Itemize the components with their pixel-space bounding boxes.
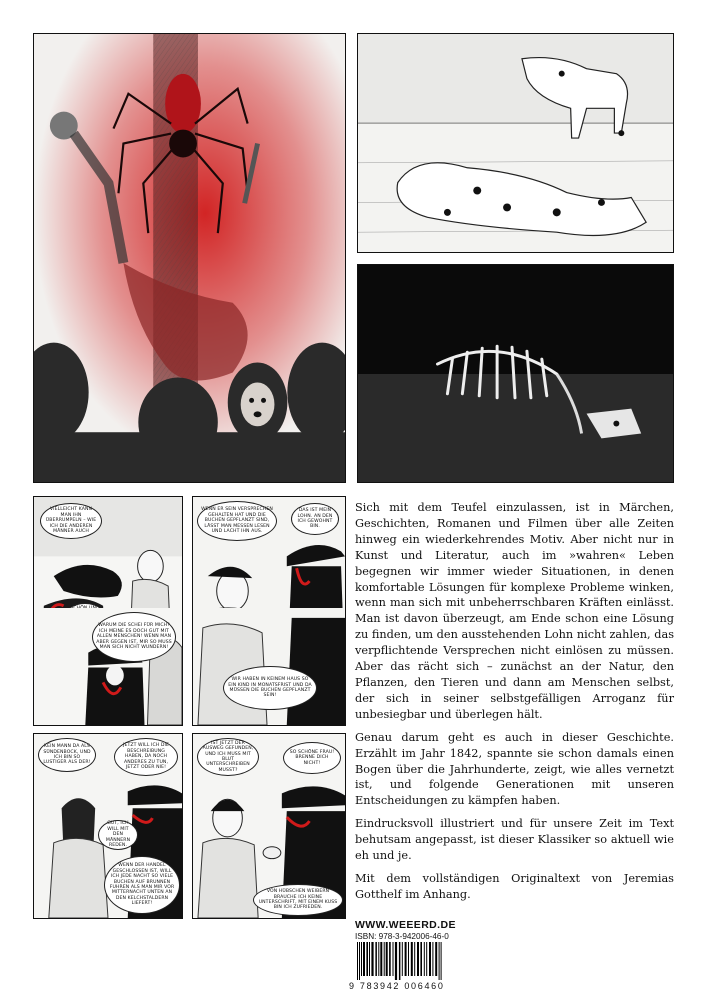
speech-bubble: SO SCHÖNE FRAU! BRENNE DICH NICHT!: [283, 742, 341, 774]
barcode-bar: [417, 942, 419, 976]
speech-bubble: GUT, ICH WILL MIT DEN MÄNNERN REDEN.: [98, 820, 138, 850]
speech-bubble: VON HÜBSCHEN WEIBERN BRAUCHE ICH KEINE UNTERSCHRIFT, MIT EINEM KUSS BIN ICH ZUFRIEDEN.: [253, 884, 343, 916]
blurb-paragraph: Mit dem vollständigen Originaltext von Jeremias Gotthelf im Anhang.: [355, 871, 674, 901]
speech-bubble: WENN ER SEIN VERSPRECHEN GEHALTEN HAT UND DIE BUCHEN GEPFLANZT SIND, LÄSST MAN MESSEN LESEN UND LACHT IHN AUS.: [197, 501, 277, 541]
barcode-bar: [405, 942, 407, 976]
publisher-url[interactable]: WWW.WEEERD.DE: [355, 919, 456, 931]
blurb-paragraph: Eindrucksvoll illustriert und für unsere Zeit im Text behutsam angepasst, ist dieser Klassiker so aktuell wie eh und je.: [355, 817, 674, 863]
barcode-bar: [359, 942, 360, 980]
barcode-bar: [424, 942, 425, 976]
isbn-label: ISBN: 978-3-942006-46-0: [355, 932, 449, 941]
barcode-bar: [386, 942, 388, 976]
speech-bubble: KEIN MANN DA ALS SÜNDENBOCK, UND ICH BIN SO LUSTIGER ALS DER!: [38, 738, 96, 772]
illustration-spider-sacrifice: [33, 33, 346, 483]
isbn-barcode: [355, 942, 459, 980]
blurb-paragraph: Sich mit dem Teufel einzulassen, ist in Märchen, Geschichten, Romanen und Filmen über alle Zeiten hinweg ein wiederkehrendes Motiv. Aber nicht nur in Kunst und Literatur, auch im »wahren« Leben begegnen wir immer wieder Situationen, in denen komfortable Lösungen für komplexe Probleme winken, wenn man sich mit unbeherrschbaren Kräften einlässt. Man ist davon überzeugt, am Ende schon eine Lösung zu finden, um den ausstehenden Lohn nicht zahlen, das verpflichtende Versprechen nicht einlösen zu müssen. Aber das rächt sich – zunächst an der Natur, den Pflanzen, den Tieren und dann am Menschen selbst, der sich in seiner selbstgefälligen Arroganz für unbesiegbar und überlegen hält.: [355, 501, 674, 721]
barcode-bar: [366, 942, 368, 976]
speech-bubble: VIELLEICHT KANN MAN IHN ÜBERRUMPELN – WIE ICH DIE ANDEREN MÄNNER AUCH: [40, 503, 102, 539]
comic-panel-5: [33, 733, 183, 919]
barcode-bar: [414, 942, 415, 976]
illustration-horses-spiders: [357, 33, 674, 253]
barcode-bar: [435, 942, 437, 976]
back-cover-blurb: [355, 500, 674, 910]
speech-bubble: JETZT WILL ICH DIE BESCHREIBUNG HABEN, DA NOCH ANDERES ZU TUN, JETZT ODER NIE!: [114, 738, 178, 776]
barcode-bar: [384, 942, 385, 976]
comic-panel-3-warum: [33, 608, 183, 726]
barcode-bar: [441, 942, 442, 980]
barcode-bar: [399, 942, 401, 980]
barcode-bar: [432, 942, 433, 976]
barcode-bar: [363, 942, 365, 976]
barcode-bar: [375, 942, 377, 976]
barcode-bar: [408, 942, 409, 976]
barcode-bar: [369, 942, 370, 976]
blurb-paragraph: Genau darum geht es auch in dieser Geschichte. Erzählt im Jahr 1842, spannte sie schon damals einen Bogen über die Jahrhunderte, zeigt, wie alles vernetzt ist, und folgende Generationen mit unseren Entscheidungen zu kämpfen haben.: [355, 730, 674, 808]
speech-bubble: WIR HABEN IN KEINEM HAUS SO EIN KIND IN MONATSFRIST UND DA MÜSSEN DIE BUCHEN GEPFLANZT SEIN!: [223, 666, 317, 710]
barcode-bar: [420, 942, 422, 976]
barcode-bar: [380, 942, 382, 976]
barcode-bar: [402, 942, 403, 976]
illustration-horse-skeleton-night: [357, 264, 674, 483]
barcode-bar: [439, 942, 440, 980]
barcode-bar: [378, 942, 379, 976]
barcode-bar: [393, 942, 394, 976]
barcode-bar: [371, 942, 373, 976]
barcode-bar: [411, 942, 413, 976]
barcode-bar: [357, 942, 358, 980]
speech-bubble: DAS IST MEIN LOHN. AN DEN ICH GEWOHNT BIN.: [291, 503, 339, 535]
barcode-bar: [361, 942, 362, 976]
barcode-bar: [426, 942, 427, 976]
barcode-number: 9 783942 006460: [349, 981, 445, 991]
speech-bubble: WENN DER HANDEL GESCHLOSSEN IST, WILL ICH JEDE NACHT SO VIELE BUCHEN AUF BRUNNEN FUHREN ALS MAN MIR VOR MITTERNACHT UNTEN AN DEN KELCHSTALDERN LIEFERT!: [104, 856, 180, 914]
speech-bubble: IST JETZT DER AUSWEG GEFUNDEN, UND ICH MUSS MIT BLUT UNTERSCHREIBEN MUSST?: [197, 738, 259, 776]
barcode-bar: [395, 942, 397, 980]
barcode-bar: [429, 942, 431, 976]
speech-bubble: WARUM DIE SCHEI FÜR MICH? ICH MEINE ES DOCH GUT MIT ALLEN MENSCHEN! WENN MAN ABER GEGEN IST, MIR SO MUSS MAN SICH NICHT WUNDERN!: [92, 612, 176, 662]
comic-panel-6: [192, 733, 346, 919]
comic-panel-4-wirhaben: [192, 608, 346, 726]
barcode-bar: [389, 942, 391, 976]
